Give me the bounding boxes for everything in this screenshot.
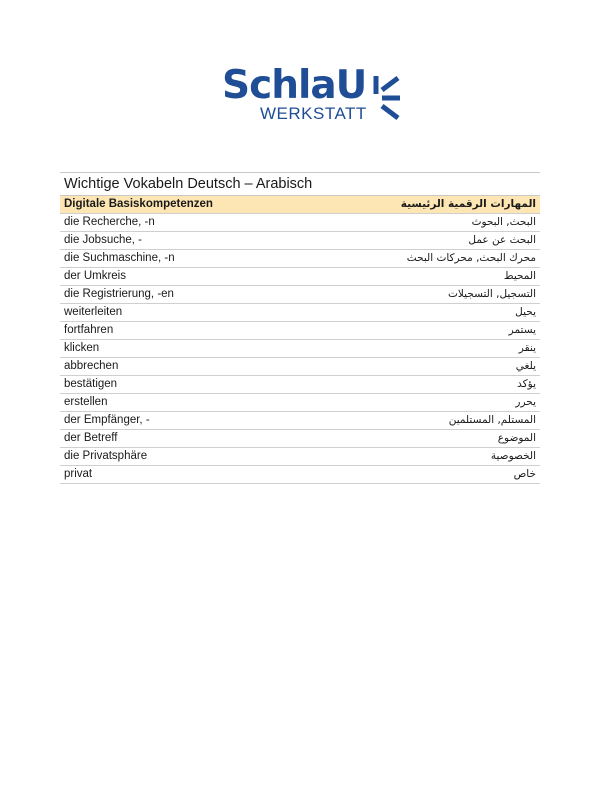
table-row (60, 358, 540, 376)
german-term: abbrechen (64, 360, 119, 372)
table-row (60, 376, 540, 394)
german-term: bestätigen (64, 378, 118, 390)
logo-brand: SchlaU (222, 63, 367, 108)
vocabulary-table (60, 172, 540, 484)
table-row (60, 268, 540, 286)
arabic-term: البحث, البحوث (471, 216, 536, 228)
header-german: Digitale Basiskompetenzen (64, 198, 213, 210)
table-row (60, 322, 540, 340)
german-term: erstellen (64, 396, 108, 408)
arabic-term: محرك البحث, محركات البحث (406, 252, 536, 264)
logo-sub: WERKSTATT (260, 104, 367, 123)
arabic-term: ينقر (518, 342, 536, 354)
german-term: die Suchmaschine, -n (64, 252, 175, 264)
arabic-term: خاص (513, 468, 536, 480)
table-row (60, 232, 540, 250)
german-term: der Umkreis (64, 270, 126, 282)
german-term: klicken (64, 342, 100, 354)
arabic-term: الخصوصية (490, 450, 536, 462)
header-arabic: المهارات الرقمية الرئيسية (400, 198, 536, 210)
german-term: der Empfänger, - (64, 414, 150, 426)
arabic-term: المستلم, المستلمين (448, 414, 536, 426)
table-row (60, 250, 540, 268)
table-row (60, 304, 540, 322)
table-row (60, 394, 540, 412)
table-row (60, 214, 540, 232)
table-title: Wichtige Vokabeln Deutsch – Arabisch (60, 172, 540, 196)
german-term: die Jobsuche, - (64, 234, 142, 246)
arabic-term: يستمر (508, 324, 536, 336)
schlau-werkstatt-logo (222, 63, 402, 126)
arabic-term: يلغي (515, 360, 536, 372)
table-row (60, 448, 540, 466)
german-term: fortfahren (64, 324, 114, 336)
german-term: die Registrierung, -en (64, 288, 174, 300)
table-row (60, 412, 540, 430)
german-term: die Privatsphäre (64, 450, 148, 462)
german-term: weiterleiten (64, 306, 123, 318)
arabic-term: البحث عن عمل (468, 234, 536, 246)
arabic-term: يحرر (515, 396, 536, 408)
table-row (60, 340, 540, 358)
sparkle-rays-icon (372, 70, 402, 122)
german-term: die Recherche, -n (64, 216, 155, 228)
arabic-term: المحيط (503, 270, 536, 282)
table-row (60, 430, 540, 448)
arabic-term: يؤكد (517, 378, 536, 390)
arabic-term: الموضوع (497, 432, 536, 444)
table-header-row (60, 196, 540, 214)
arabic-term: التسجيل, التسجيلات (448, 288, 536, 300)
german-term: der Betreff (64, 432, 118, 444)
german-term: privat (64, 468, 93, 480)
arabic-term: يحيل (515, 306, 536, 318)
table-row (60, 286, 540, 304)
table-row (60, 466, 540, 484)
